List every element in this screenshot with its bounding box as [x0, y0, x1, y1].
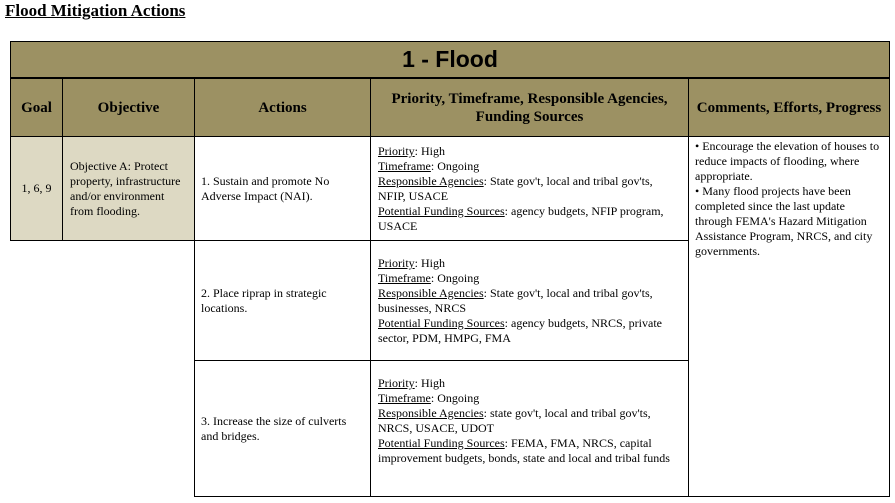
agencies-line: Responsible Agencies: State gov't, local and tribal gov'ts, businesses, NRCS [378, 286, 653, 315]
funding-line: Potential Funding Sources: agency budgets, NRCS, private sector, PDM, HMPG, FMA [378, 316, 662, 345]
comments-cell [688, 136, 890, 497]
action-cell-2 [194, 240, 371, 361]
header-priority-timeframe: Priority, Timeframe, Responsible Agencies, Funding Sources [370, 78, 689, 137]
action-cell-1 [194, 136, 371, 241]
goal-value: 1, 6, 9 [21, 181, 52, 195]
comment-item: • Many flood projects have been completed since the last update through FEMA's Hazard Mitigation Assistance Program, NRCS, and city governments. [695, 184, 883, 259]
page-title: Flood Mitigation Actions [5, 1, 186, 20]
funding-line: Potential Funding Sources: FEMA, FMA, NRCS, capital improvement budgets, bonds, state and local and tribal funds [378, 436, 670, 465]
agencies-line: Responsible Agencies: state gov't, local and tribal gov'ts, NRCS, USACE, UDOT [378, 406, 651, 435]
header-actions: Actions [194, 78, 371, 137]
agencies-line: Responsible Agencies: State gov't, local and tribal gov'ts, NFIP, USACE [378, 174, 653, 203]
priority-line: Priority: High [378, 256, 446, 270]
action-text: 3. Increase the size of culverts and bridges. [201, 413, 347, 443]
mitigation-table [10, 41, 890, 497]
priority-line: Priority: High [378, 144, 446, 158]
details-cell-3 [370, 360, 689, 497]
action-text: 2. Place riprap in strategic locations. [201, 285, 327, 315]
action-cell-3 [194, 360, 371, 497]
details-cell-1 [370, 136, 689, 241]
funding-line: Potential Funding Sources: agency budgets, NFIP program, USACE [378, 204, 664, 233]
objective-text: Objective A: Protect property, infrastructure and/or environment from flooding. [70, 158, 181, 218]
timeframe-line: Timeframe: Ongoing [378, 271, 480, 285]
timeframe-line: Timeframe: Ongoing [378, 159, 480, 173]
objective-cell [62, 136, 195, 241]
comment-item: • Encourage the elevation of houses to reduce impacts of flooding, where appropriate. [695, 139, 883, 184]
goal-cell [10, 136, 63, 241]
header-objective: Objective [62, 78, 195, 137]
action-text: 1. Sustain and promote No Adverse Impact (NAI). [201, 173, 330, 203]
comments-list [695, 139, 883, 259]
timeframe-line: Timeframe: Ongoing [378, 391, 480, 405]
table-banner: 1 - Flood [10, 41, 890, 78]
header-goal: Goal [10, 78, 63, 137]
header-comments: Comments, Efforts, Progress [688, 78, 890, 137]
priority-line: Priority: High [378, 376, 446, 390]
details-cell-2 [370, 240, 689, 361]
